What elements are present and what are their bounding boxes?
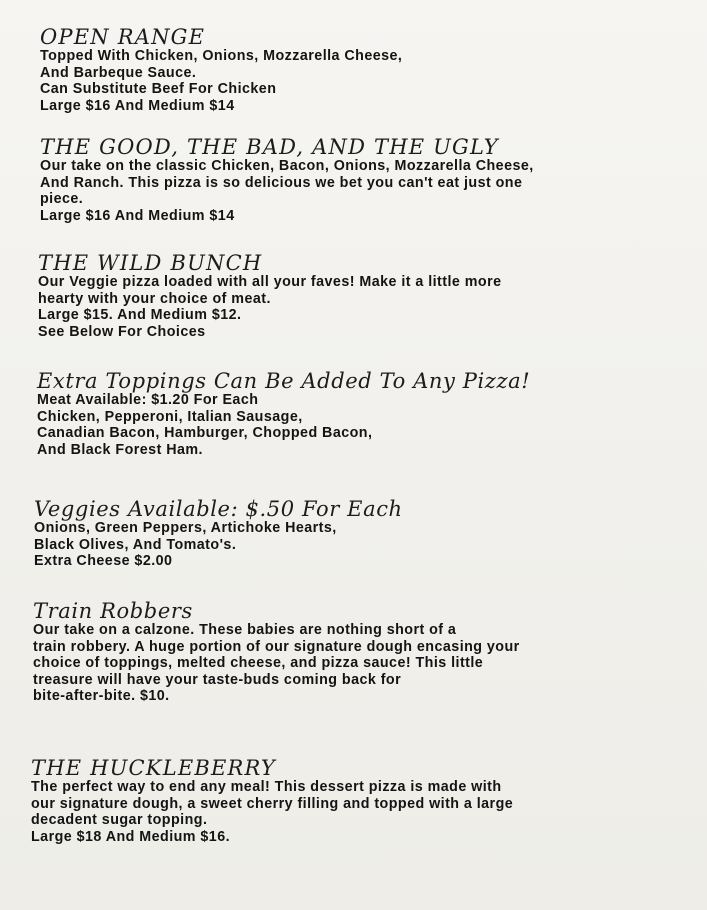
price-line: Large $16 And Medium $14 <box>40 207 235 224</box>
description-line: piece. <box>40 191 84 207</box>
price-line: Extra Cheese $2.00 <box>34 553 173 569</box>
description-line: choice of toppings, melted cheese, and pizza sauce! This little <box>33 655 484 671</box>
menu-item-open-range <box>40 24 707 114</box>
description-line: Black Olives, And Tomato's. <box>34 536 237 553</box>
description-line: Can Substitute Beef For Chicken <box>40 81 277 97</box>
menu-item-wild-bunch <box>38 250 707 340</box>
description-line: our signature dough, a sweet cherry filling and topped with a large <box>31 795 514 812</box>
menu-item-title: THE GOOD, THE BAD, AND THE UGLY <box>40 135 499 159</box>
menu-item-title: OPEN RANGE <box>40 25 206 49</box>
price-line: Large $15. And Medium $12. <box>38 307 242 323</box>
menu-item-description <box>38 274 707 340</box>
description-line: Our Veggie pizza loaded with all your faves! Make it a little more <box>38 274 502 290</box>
description-line: And Ranch. This pizza is so delicious we bet you can't eat just one <box>40 174 523 191</box>
veggies-section <box>34 496 707 570</box>
description-line: Our take on a calzone. These babies are nothing short of a <box>33 622 457 638</box>
extra-toppings-section <box>37 368 707 458</box>
description-line: See Below For Choices <box>38 323 206 340</box>
price-line: Large $18 And Medium $16. <box>31 828 231 845</box>
menu-item-huckleberry <box>31 755 707 845</box>
price-line: Large $16 And Medium $14 <box>40 97 235 114</box>
description-line: Our take on the classic Chicken, Bacon, Onions, Mozzarella Cheese, <box>40 158 534 174</box>
menu-item-train-robbers <box>33 598 707 705</box>
menu-item-description <box>33 622 707 705</box>
description-line: Canadian Bacon, Hamburger, Chopped Bacon, <box>37 425 373 441</box>
toppings-veggie-list <box>34 520 707 570</box>
description-line: The perfect way to end any meal! This dessert pizza is made with <box>31 779 502 795</box>
price-line: bite-after-bite. $10. <box>33 688 170 704</box>
menu-item-description <box>40 158 707 224</box>
menu-item-title: THE WILD BUNCH <box>38 251 263 275</box>
toppings-meat-list <box>37 392 707 458</box>
description-line: Onions, Green Peppers, Artichoke Hearts, <box>34 520 337 536</box>
description-line: Topped With Chicken, Onions, Mozzarella Cheese, <box>40 48 403 64</box>
description-line: decadent sugar topping. <box>31 812 208 828</box>
description-line: And Barbeque Sauce. <box>40 64 197 81</box>
description-line: Meat Available: $1.20 For Each <box>37 392 259 408</box>
menu-item-description <box>40 48 707 114</box>
description-line: And Black Forest Ham. <box>37 441 203 458</box>
menu-item-good-bad-ugly <box>40 134 707 224</box>
description-line: treasure will have your taste-buds coming back for <box>33 671 402 688</box>
menu-item-title: THE HUCKLEBERRY <box>31 756 276 780</box>
description-line: hearty with your choice of meat. <box>38 290 271 307</box>
menu-item-description <box>31 779 707 845</box>
menu-item-title: Train Robbers <box>33 599 193 623</box>
section-title: Veggies Available: $.50 For Each <box>34 497 403 521</box>
section-title: Extra Toppings Can Be Added To Any Pizza! <box>37 369 531 393</box>
description-line: Chicken, Pepperoni, Italian Sausage, <box>37 408 303 425</box>
description-line: train robbery. A huge portion of our signature dough encasing your <box>33 638 520 655</box>
